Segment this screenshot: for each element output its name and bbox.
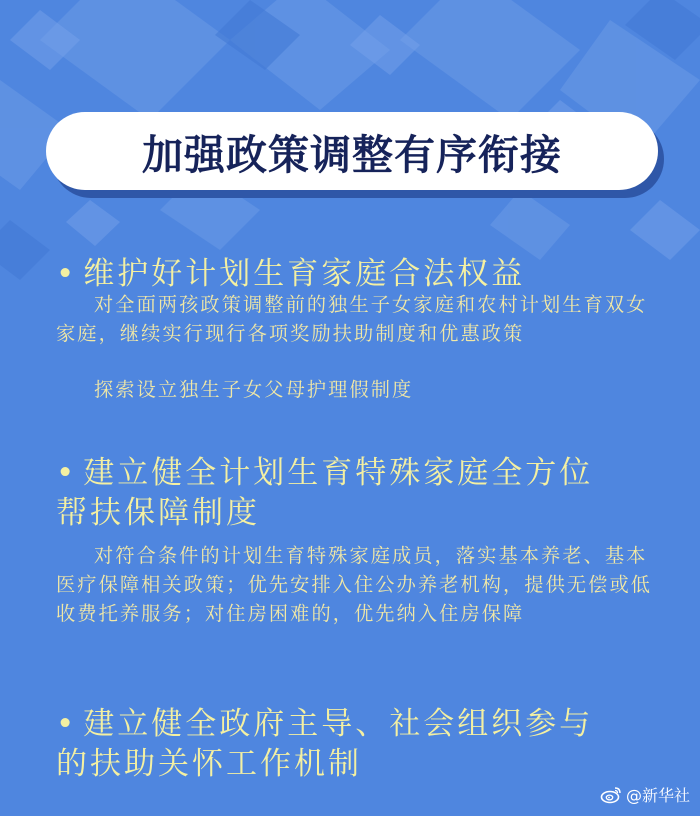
page-title: 加强政策调整有序衔接 (142, 130, 562, 179)
section-2-title-line-2: 帮扶保障制度 (56, 495, 260, 531)
watermark-text: @新华社 (625, 786, 690, 805)
watermark (600, 783, 690, 806)
section-2-title-line-1: • 建立健全计划生育特殊家庭全方位 (56, 455, 594, 491)
section-1-title: 维护好计划生育家庭合法权益 (83, 256, 526, 292)
section-3-heading (56, 704, 656, 784)
section-1-heading (56, 254, 656, 294)
title-banner (46, 112, 658, 190)
section-2-heading (56, 453, 656, 533)
bullet-icon: • (56, 706, 78, 742)
section-3-title-line-2: 的扶助关怀工作机制 (56, 746, 362, 782)
bullet-icon: • (56, 256, 78, 292)
section-3-title-line-1: • 建立健全政府主导、社会组织参与 (56, 706, 594, 742)
weibo-icon (600, 786, 622, 804)
bullet-icon: • (56, 455, 78, 491)
section-1-paragraph-1: 对全面两孩政策调整前的独生子女家庭和农村计划生育双女家庭，继续实行现行各项奖励扶助制度和优惠政策 (56, 293, 648, 345)
section-2-paragraph-1: 对符合条件的计划生育特殊家庭成员，落实基本养老、基本医疗保障相关政策；优先安排入住公办养老机构，提供无偿或低收费托养服务；对住房困难的，优先纳入住房保障 (56, 544, 653, 625)
section-1-paragraph-2: 探索设立独生子女父母护理假制度 (94, 378, 414, 401)
